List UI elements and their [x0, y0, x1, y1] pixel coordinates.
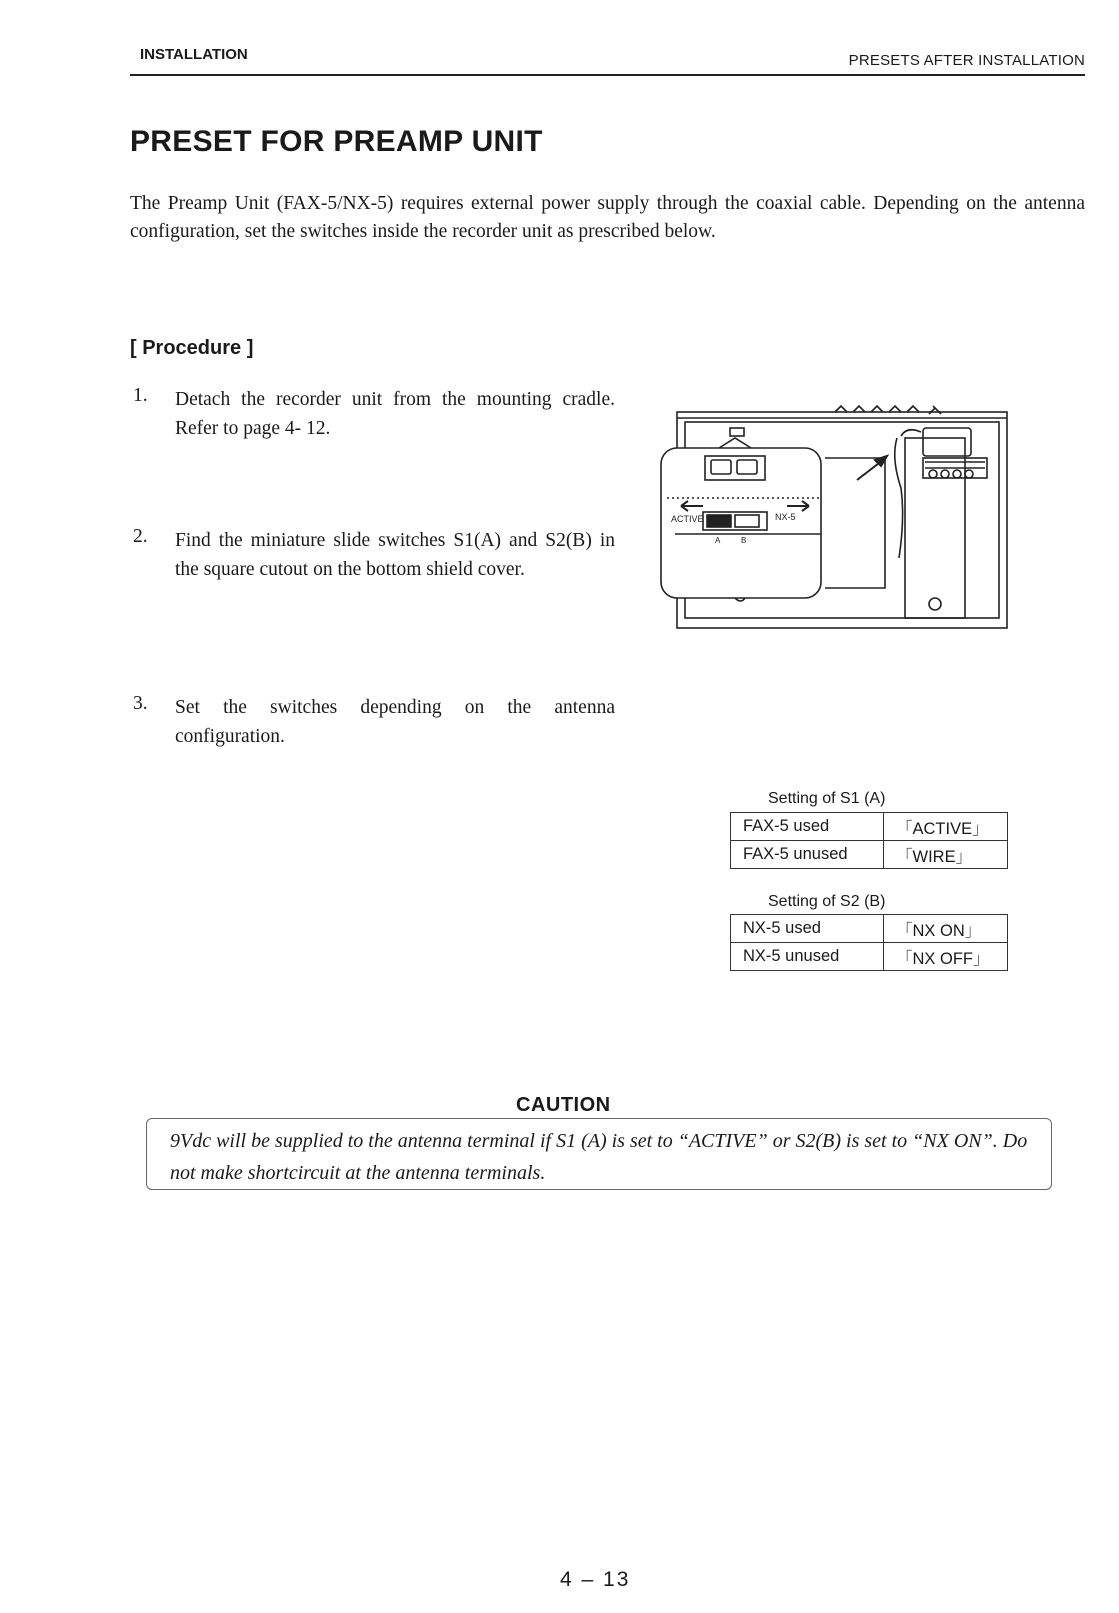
table-cell: NX-5 used	[731, 915, 884, 943]
switch-b-label: B	[741, 536, 747, 545]
preamp-module	[905, 438, 965, 618]
table-cell: 「NX ON」	[884, 915, 1008, 943]
step-number: 2.	[133, 526, 148, 547]
procedure-heading: [ Procedure ]	[130, 337, 254, 359]
table-s2-caption: Setting of S2 (B)	[768, 893, 886, 910]
recorder-unit-diagram	[671, 408, 1040, 648]
table-row	[731, 943, 1008, 971]
step-text: Detach the recorder unit from the mounting cradle. Refer to page 4- 12.	[175, 389, 615, 439]
table-s1-caption: Setting of S1 (A)	[768, 790, 886, 807]
table-row	[731, 841, 1008, 869]
step-number: 1.	[133, 385, 148, 406]
table-cell: FAX-5 used	[731, 813, 884, 841]
table-cell: 「WIRE」	[884, 841, 1008, 869]
connector-icons	[835, 406, 919, 412]
caution-text: 9Vdc will be supplied to the antenna terminal if S1 (A) is set to “ACTIVE” or S2(B) is set to “NX ON”. Do not make shortcircuit at the antenna terminals.	[170, 1130, 1028, 1184]
page-title: PRESET FOR PREAMP UNIT	[130, 125, 543, 158]
table-cell: FAX-5 unused	[731, 841, 884, 869]
table-s1	[730, 812, 1008, 869]
active-label: ACTIVE	[671, 514, 704, 524]
table-cell: 「ACTIVE」	[884, 813, 1008, 841]
table-row	[731, 813, 1008, 841]
intro-paragraph: The Preamp Unit (FAX-5/NX-5) requires external power supply through the coaxial cable. Depending on the antenna configuration, set the switches inside the recorder unit as prescribed below.	[130, 193, 1085, 242]
step-text: Find the miniature slide switches S1(A) and S2(B) in the square cutout on the bottom shield cover.	[175, 530, 615, 580]
caution-title: CAUTION	[516, 1094, 611, 1116]
table-row	[731, 915, 1008, 943]
table-cell: 「NX OFF」	[884, 943, 1008, 971]
header-divider	[130, 74, 1085, 76]
nx5-label: NX-5	[775, 512, 796, 522]
switch-a-label: A	[715, 536, 721, 545]
header-section-label: INSTALLATION	[140, 46, 248, 63]
page-number: 4 – 13	[560, 1568, 631, 1591]
step-number: 3.	[133, 693, 148, 714]
step-text: Set the switches depending on the antenna configuration.	[175, 697, 615, 747]
header-chapter-label: PRESETS AFTER INSTALLATION	[848, 52, 1085, 69]
table-cell: NX-5 unused	[731, 943, 884, 971]
table-s2	[730, 914, 1008, 971]
